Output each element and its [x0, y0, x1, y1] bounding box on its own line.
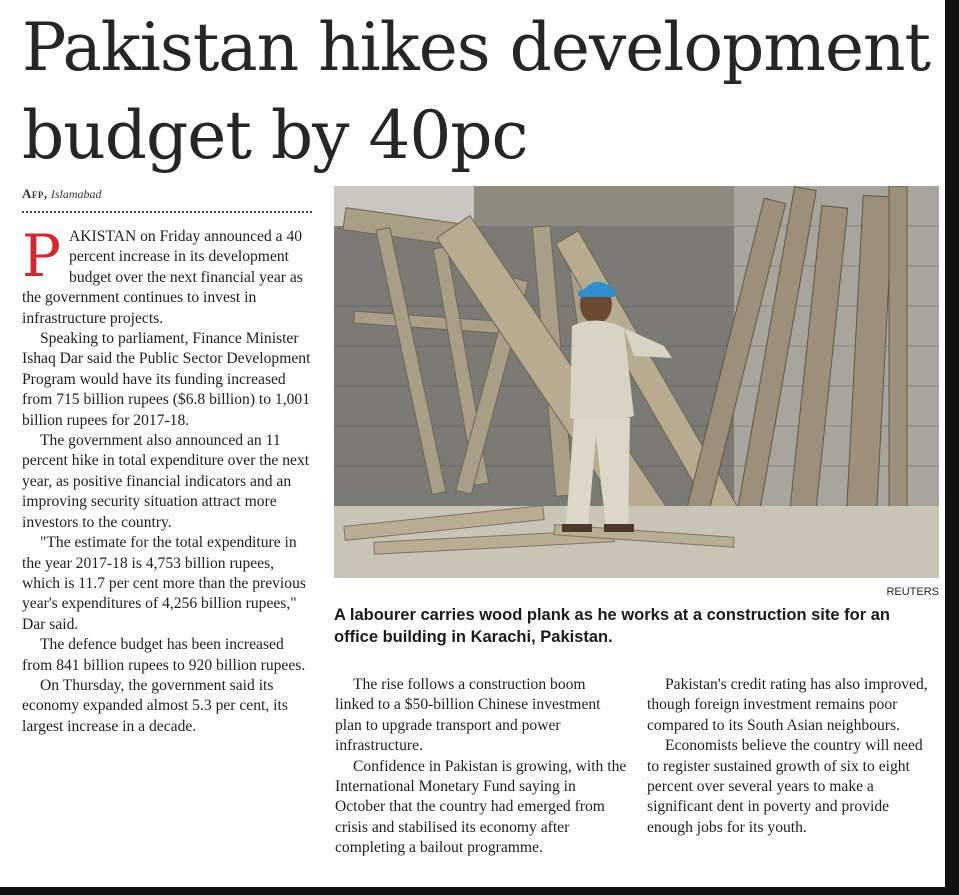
page-border-right: [945, 0, 959, 895]
headline: Pakistan hikes development budget by 40pc: [22, 9, 931, 174]
dotted-divider: [22, 211, 312, 213]
photo-credit: REUTERS: [886, 586, 939, 598]
byline-place: Islamabad: [50, 187, 102, 201]
article-paragraph: The rise follows a construction boom linked to a $50-billion Chinese investment plan to upgrade transport and power infrastructure.: [335, 676, 601, 755]
article-paragraph: Economists believe the country will need to register sustained growth of six to eight percent over several years to make a significant dent in poverty and provide enough jobs for its youth.: [647, 737, 923, 836]
photo-caption: A labourer carries wood plank as he works at a construction site for an office building in Karachi, Pakistan.: [334, 606, 890, 646]
article-paragraph: Speaking to parliament, Finance Minister Ishaq Dar said the Public Sector Development Program would have its funding increased from 715 billion rupees ($6.8 billion) to 1,001 billion rupees for 2017-18.: [22, 330, 311, 429]
article-paragraph: Pakistan's credit rating has also improved, though foreign investment remains poor compared to its South Asian neighbours.: [647, 676, 928, 734]
byline: [22, 186, 102, 202]
article-paragraph: The defence budget has been increased from 841 billion rupees to 920 billion rupees.: [22, 636, 306, 674]
article-paragraph: "The estimate for the total expenditure in the year 2017-18 is 4,753 billion rupees, which is 11.7 per cent more than the previous year's expenditures of 4,256 billion rupees," Dar said.: [22, 534, 306, 633]
news-photo: [334, 186, 939, 578]
construction-site-illustration: [334, 186, 939, 578]
article-paragraph: PAKISTAN on Friday announced a 40 percent increase in its development budget over the next financial year as the government continues to invest in infrastructure projects.: [22, 222, 303, 327]
drop-cap: P: [22, 222, 62, 290]
article-column-1: [22, 222, 312, 737]
page-border-bottom: [0, 887, 959, 895]
article-paragraph: On Thursday, the government said its economy expanded almost 5.3 per cent, its largest increase in a decade.: [22, 676, 288, 735]
article-paragraph: Confidence in Pakistan is growing, with the International Monetary Fund saying in October that the country had emerged from crisis and stabilised its economy after completing a bailout programme.: [335, 757, 627, 857]
article-column-3: [647, 675, 937, 838]
article-column-2: [335, 675, 627, 859]
article-paragraph: The government also announced an 11 percent hike in total expenditure over the next year, as positive financial indicators and an improving security situation attract more investors to the country.: [22, 432, 310, 531]
byline-agency: Afp,: [22, 186, 48, 201]
